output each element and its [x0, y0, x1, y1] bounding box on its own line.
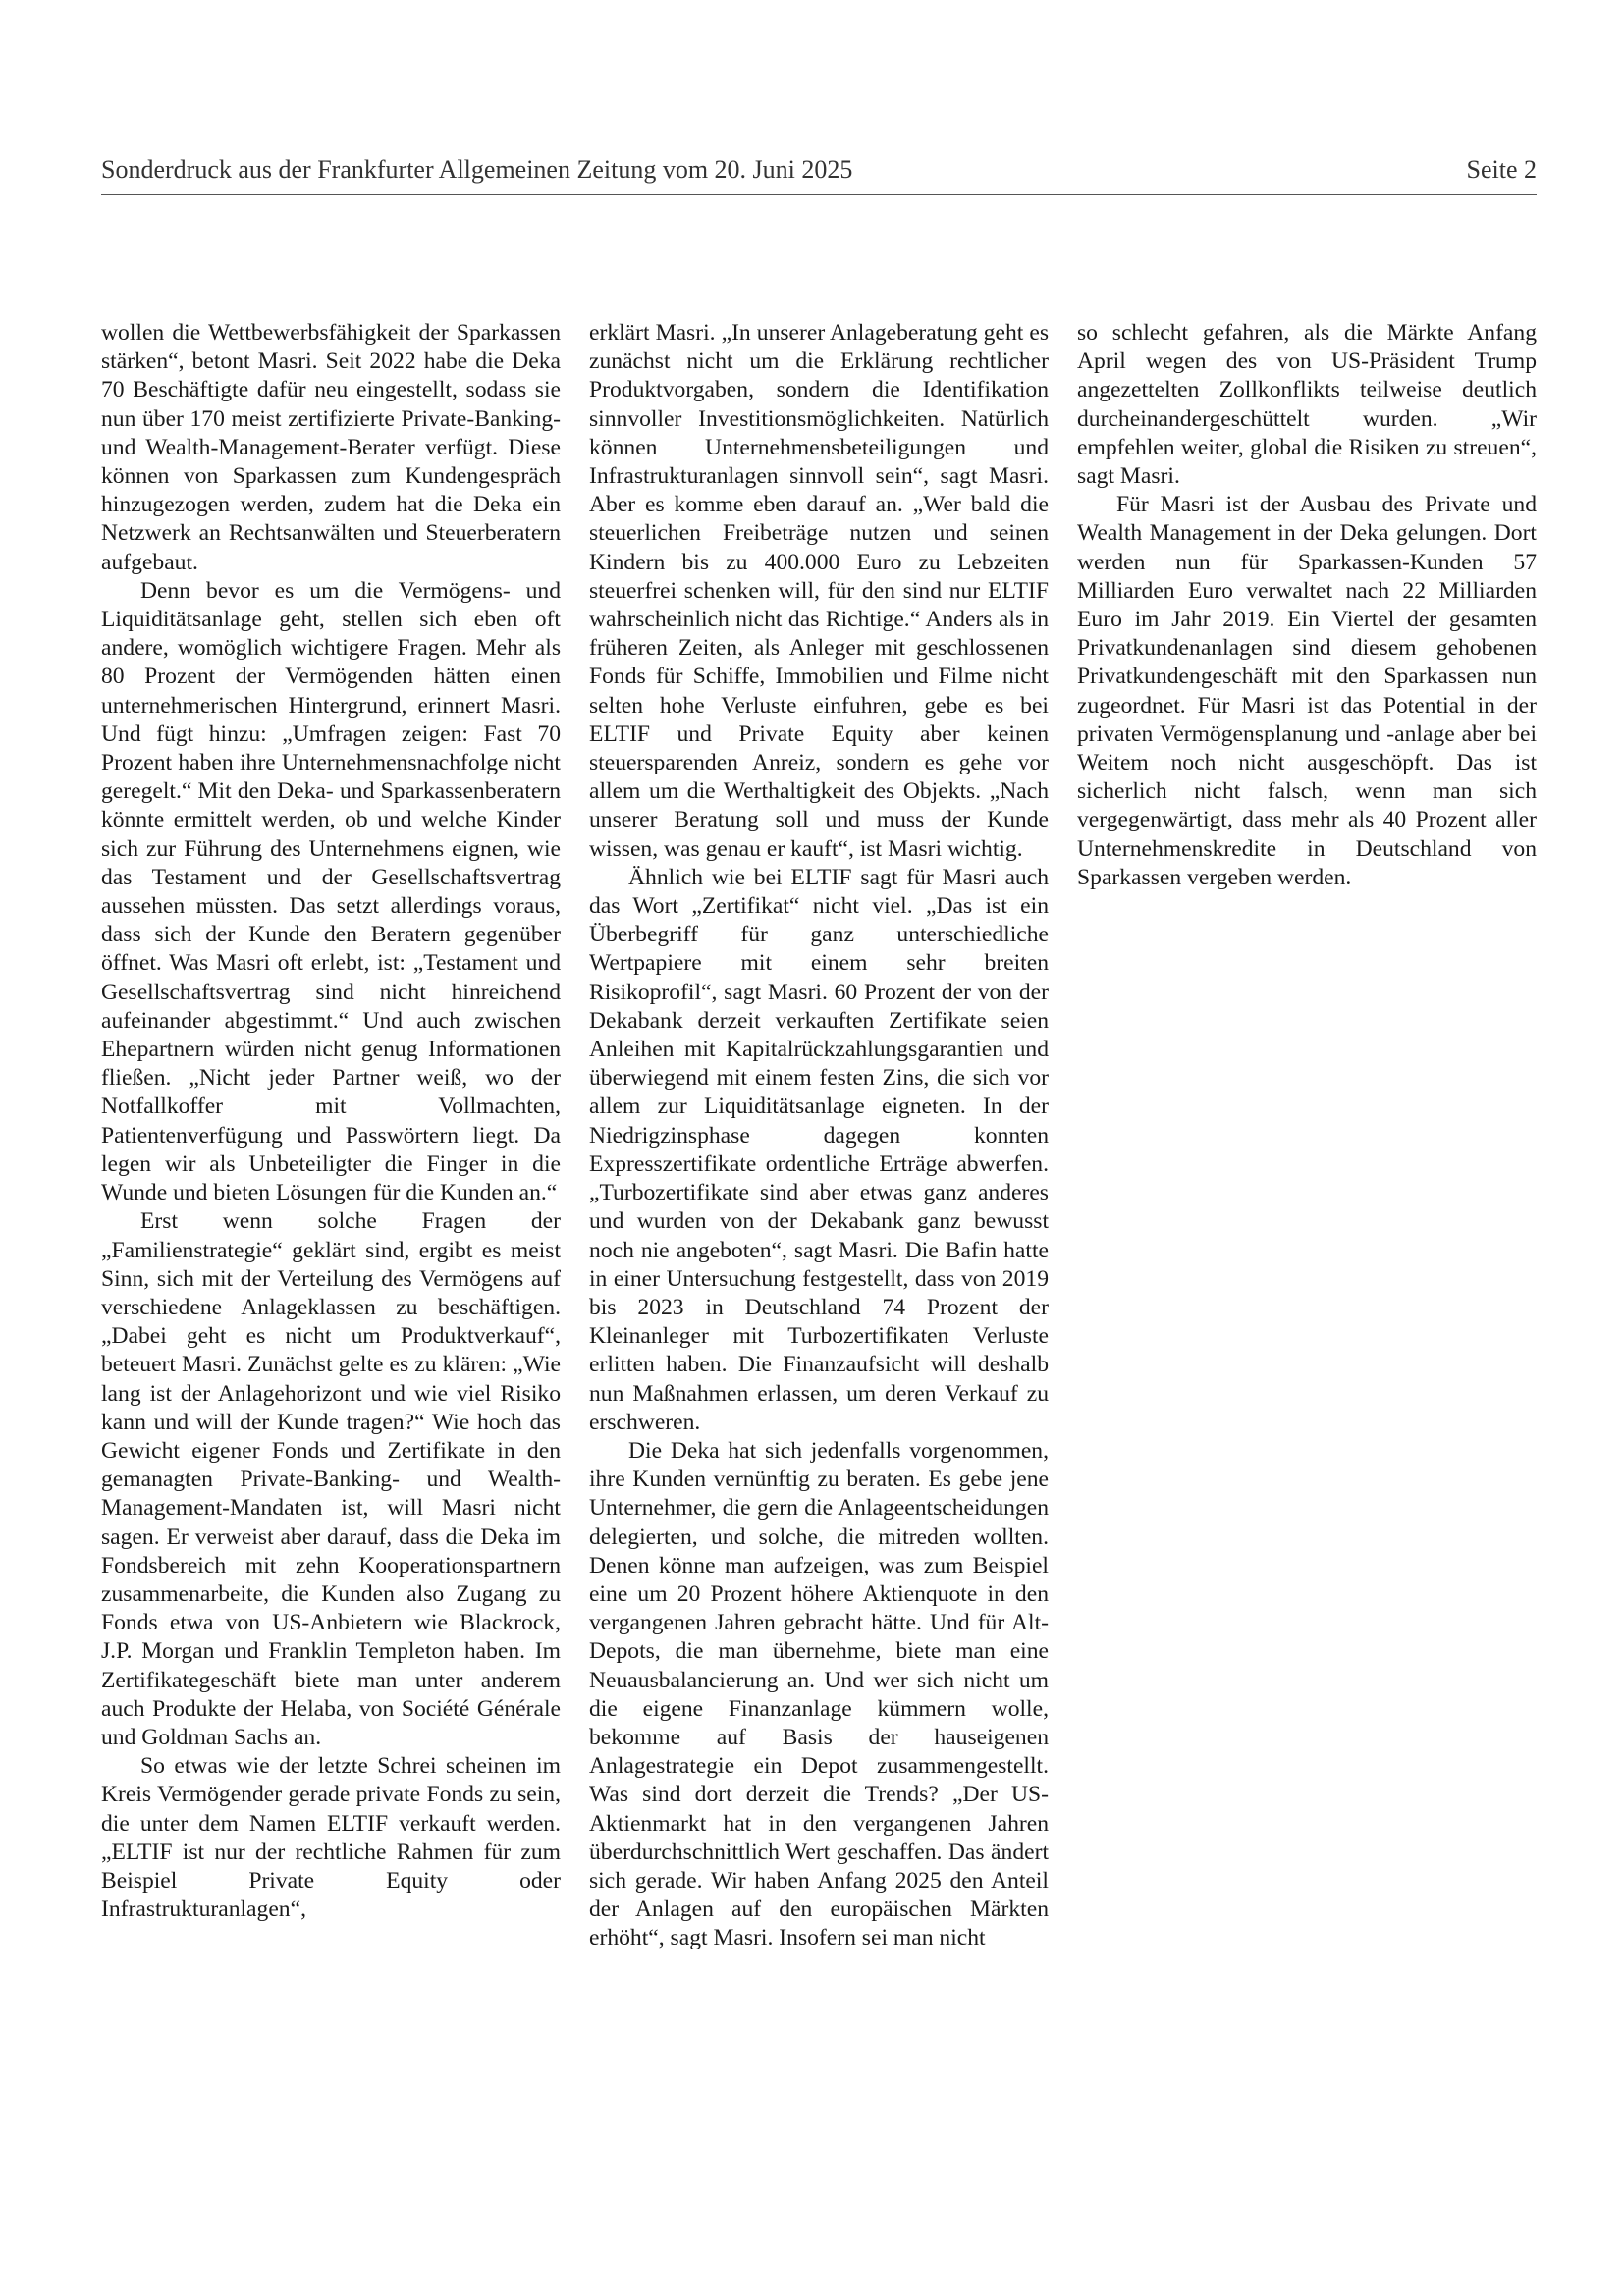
page-number: Seite 2 — [1466, 155, 1537, 184]
page-header — [101, 149, 1537, 195]
article-column-3 — [1077, 319, 1537, 892]
header-title: Sonderdruck aus der Frankfurter Allgemeinen Zeitung vom 20. Juni 2025 — [101, 155, 853, 184]
paragraph: Für Masri ist der Ausbau des Private und Wealth Management in der Deka gelungen. Dort werden nun für Sparkassen-Kunden 57 Milliarden Euro verwaltet nach 22 Milliarden Euro im Jahr 2019. Ein Viertel der gesamten Privatkundenanlagen sind diesem gehobenen Privatkundengeschäft mit den Sparkassen nun zugeordnet. Für Masri ist das Potential in der privaten Vermögensplanung und -anlage aber bei Weitem noch nicht ausgeschöpft. Das ist sicherlich nicht falsch, wenn man sich vergegenwärtigt, dass mehr als 40 Prozent aller Unternehmenskredite in Deutschland von Sparkassen vergeben werden. — [1077, 492, 1537, 890]
paragraph: wollen die Wettbewerbsfähigkeit der Sparkassen stärken“, betont Masri. Seit 2022 habe die Deka 70 Beschäftigte dafür neu eingestellt, sodass sie nun über 170 meist zertifizierte Private-Banking- und Wealth-Management-Berater verfügt. Diese können von Sparkassen zum Kundengespräch hinzugezogen werden, zudem hat die Deka ein Netzwerk an Rechtsanwälten und Steuerberatern aufgebaut. — [101, 320, 561, 575]
paragraph: Denn bevor es um die Vermögens- und Liquiditätsanlage geht, stellen sich eben oft andere, womöglich wichtigere Fragen. Mehr als 80 Prozent der Vermögenden hätten einen unternehmerischen Hintergrund, erinnert Masri. Und fügt hinzu: „Umfragen zeigen: Fast 70 Prozent haben ihre Unternehmensnachfolge nicht geregelt.“ Mit den Deka- und Sparkassenberatern könnte ermittelt werden, ob und welche Kinder sich zur Führung des Unternehmens eignen, wie das Testament und der Gesellschaftsvertrag aussehen müssten. Das setzt allerdings voraus, dass sich der Kunde den Beratern gegenüber öffnet. Was Masri oft erlebt, ist: „Testament und Gesellschaftsvertrag sind nicht hinreichend aufeinander abgestimmt.“ Und auch zwischen Ehepartnern würden nicht genug Informationen fließen. „Nicht jeder Partner weiß, wo der Notfallkoffer mit Vollmachten, Patientenverfügung und Passwörtern liegt. Da legen wir als Unbeteiligter die Finger in die Wunde und bieten Lösungen für die Kunden an.“ — [101, 577, 561, 1206]
article-column-1 — [101, 319, 561, 1924]
paragraph: erklärt Masri. „In unserer Anlageberatung geht es zunächst nicht um die Erklärung rechtlicher Produktvorgaben, sondern die Identifikation sinnvoller Investitionsmöglichkeiten. Natürlich können Unternehmensbeteiligungen und Infrastrukturanlagen sinnvoll sein“, sagt Masri. Aber es komme eben darauf an. „Wer bald die steuerlichen Freibeträge nutzen und seinen Kindern bis zu 400.000 Euro zu Lebzeiten steuerfrei schenken will, für den sind nur ELTIF wahrscheinlich nicht das Richtige.“ Anders als in früheren Zeiten, als Anleger mit geschlossenen Fonds für Schiffe, Immobilien und Filme nicht selten hohe Verluste einfuhren, gebe es bei ELTIF und Private Equity aber keinen steuersparenden Anreiz, sondern es gehe vor allem um die Werthaltigkeit des Objekts. „Nach unserer Beratung soll und muss der Kunde wissen, was genau er kauft“, ist Masri wichtig. — [589, 320, 1049, 862]
paragraph: Erst wenn solche Fragen der „Familienstrategie“ geklärt sind, ergibt es meist Sinn, sich mit der Verteilung des Vermögens auf verschiedene Anlageklassen zu beschäftigen. „Dabei geht es nicht um Produktverkauf“, beteuert Masri. Zunächst gelte es zu klären: „Wie lang ist der Anlagehorizont und wie viel Risiko kann und will der Kunde tragen?“ Wie hoch das Gewicht eigener Fonds und Zertifikate in den gemanagten Private-Banking- und Wealth-Management-Mandaten ist, will Masri nicht sagen. Er verweist aber darauf, dass die Deka im Fondsbereich mit zehn Kooperationspartnern zusammenarbeite, die Kunden also Zugang zu Fonds etwa von US-Anbietern wie Blackrock, J.P. Morgan und Franklin Templeton haben. Im Zertifikategeschäft biete man unter anderem auch Produkte der Helaba, von Société Générale und Goldman Sachs an. — [101, 1208, 561, 1750]
paragraph: So etwas wie der letzte Schrei scheinen im Kreis Vermögender gerade private Fonds zu sein, die unter dem Namen ELTIF verkauft werden. „ELTIF ist nur der rechtliche Rahmen für zum Beispiel Private Equity oder Infrastrukturanlagen“, — [101, 1753, 561, 1923]
paragraph: Ähnlich wie bei ELTIF sagt für Masri auch das Wort „Zertifikat“ nicht viel. „Das ist ein Überbegriff für ganz unterschiedliche Wertpapiere mit einem sehr breiten Risikoprofil“, sagt Masri. 60 Prozent der von der Dekabank derzeit verkauften Zertifikate seien Anleihen mit Kapitalrückzahlungsgarantien und überwiegend mit einem festen Zins, die sich vor allem zur Liquiditätsanlage eigneten. In der Niedrigzinsphase dagegen konnten Expresszertifikate ordentliche Erträge abwerfen. „Turbozertifikate sind aber etwas ganz anderes und wurden von der Dekabank ganz bewusst noch nie angeboten“, sagt Masri. Die Bafin hatte in einer Untersuchung festgestellt, dass von 2019 bis 2023 in Deutschland 74 Prozent der Kleinanleger mit Turbozertifikaten Verluste erlitten haben. Die Finanzaufsicht will deshalb nun Maßnahmen erlassen, um deren Verkauf zu erschweren. — [589, 864, 1049, 1435]
article-column-2 — [589, 319, 1049, 1953]
paragraph: Die Deka hat sich jedenfalls vorgenommen, ihre Kunden vernünftig zu beraten. Es gebe jene Unternehmer, die gern die Anlageentscheidungen delegierten, und solche, die mitreden wollten. Denen könne man aufzeigen, was zum Beispiel eine um 20 Prozent höhere Aktienquote in den vergangenen Jahren gebracht hätte. Und für Alt-Depots, die man übernehme, biete man eine Neuausbalancierung an. Und wer sich nicht um die eigene Finanzanlage kümmern wolle, bekomme auf Basis der hauseigenen Anlagestrategie ein Depot zusammengestellt. Was sind dort derzeit die Trends? „Der US-Aktienmarkt hat in den vergangenen Jahren überdurchschnittlich Wert geschaffen. Das ändert sich gerade. Wir haben Anfang 2025 den Anteil der Anlagen auf den europäischen Märkten erhöht“, sagt Masri. Insofern sei man nicht — [589, 1437, 1049, 1951]
paragraph: so schlecht gefahren, als die Märkte Anfang April wegen des von US-Präsident Trump angezettelten Zollkonflikts teilweise deutlich durcheinandergeschüttelt wurden. „Wir empfehlen weiter, global die Risiken zu streuen“, sagt Masri. — [1077, 320, 1537, 490]
